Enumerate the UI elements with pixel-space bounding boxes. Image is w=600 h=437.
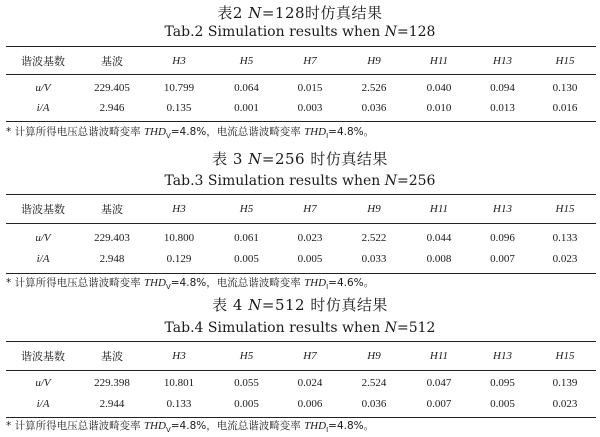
row-label: i/A (36, 102, 50, 114)
header-cell: 谐波基数 (21, 203, 65, 216)
table-title-en (0, 320, 600, 337)
thd-v-symbol: THD (143, 420, 166, 432)
table-cell: 0.036 (361, 102, 387, 114)
header-cell: H13 (493, 349, 512, 362)
table-footnote (6, 420, 374, 437)
table-cell: 0.003 (297, 102, 323, 114)
header-row (6, 344, 596, 367)
title-en-var: N (384, 24, 398, 40)
table-cell: 2.526 (361, 82, 387, 94)
title-cn-var: N (248, 296, 262, 314)
thd-v-subscript: V (165, 283, 171, 292)
table-row (6, 98, 596, 118)
results-table (6, 198, 596, 269)
table-row (6, 248, 596, 269)
thd-i-subscript: I (326, 283, 329, 292)
header-cell: 基波 (101, 55, 123, 68)
table-cell: 0.033 (361, 252, 387, 265)
table-cell: 0.005 (297, 252, 323, 265)
title-en-suffix: =128 (397, 24, 436, 40)
table-cell: 0.005 (234, 252, 259, 265)
row-label: u/V (35, 377, 51, 389)
row-label: i/A (36, 252, 50, 265)
header-cell: H3 (172, 203, 186, 215)
thd-i-value: =4.6%。 (328, 277, 375, 289)
table-cell: 0.135 (166, 102, 192, 114)
header-cell: H15 (555, 349, 575, 362)
table-title-en (0, 24, 600, 41)
table-cell: 0.013 (490, 102, 515, 114)
table-cell: 0.015 (297, 82, 323, 94)
title-en-suffix: =512 (397, 320, 436, 336)
title-en-prefix: Tab.4 Simulation results when (164, 320, 385, 336)
table-bottom-rule (6, 417, 596, 418)
thd-v-subscript: V (165, 132, 171, 141)
table-cell: 229.403 (94, 232, 130, 244)
table-cell: 0.133 (552, 232, 578, 244)
title-en-prefix: Tab.3 Simulation results when (164, 173, 385, 189)
table-cell: 2.522 (361, 232, 387, 244)
table-cell: 0.096 (490, 232, 515, 244)
title-en-prefix: Tab.2 Simulation results when (164, 24, 385, 40)
table-cell: 0.055 (234, 377, 259, 389)
footnote-prefix: * 计算所得电压总谐波畸变率 (6, 420, 144, 432)
title-cn-suffix: =512 时仿真结果 (261, 296, 388, 314)
results-table (6, 344, 596, 414)
table-title-en (0, 173, 600, 190)
header-cell: H3 (172, 55, 186, 67)
header-cell: H15 (555, 203, 575, 215)
table-cell: 0.044 (426, 232, 452, 244)
table-cell: 10.800 (163, 232, 195, 244)
table-cell: 0.047 (426, 377, 452, 389)
table-cell: 0.133 (166, 397, 192, 410)
thd-i-symbol: THD (304, 420, 327, 432)
table-footnote (6, 126, 374, 143)
header-cell: 谐波基数 (21, 55, 65, 68)
thd-v-symbol: THD (143, 126, 166, 138)
header-cell: H15 (555, 55, 575, 67)
table-row (6, 78, 596, 98)
table-cell: 2.524 (361, 377, 387, 389)
header-cell: H3 (172, 349, 186, 362)
table-cell: 0.001 (234, 102, 259, 114)
thd-i-subscript: I (326, 426, 329, 435)
title-cn-var: N (248, 150, 262, 168)
table-row (6, 228, 596, 248)
thd-i-symbol: THD (304, 277, 327, 289)
table-cell: 0.040 (426, 82, 452, 94)
table-cell: 0.139 (552, 377, 578, 389)
header-cell: H5 (239, 203, 254, 215)
table-title-cn (0, 150, 600, 168)
table-cell: 229.398 (94, 377, 130, 389)
header-cell: H9 (367, 203, 381, 215)
thd-v-symbol: THD (143, 277, 166, 289)
table-cell: 0.005 (490, 397, 515, 410)
title-cn-prefix: 表 4 (212, 296, 249, 314)
table-cell: 0.006 (297, 397, 323, 410)
thd-i-value: =4.8%。 (328, 420, 375, 432)
header-row (6, 198, 596, 220)
table-bottom-rule (6, 121, 596, 122)
title-en-var: N (384, 320, 398, 336)
header-row (6, 50, 596, 72)
table-cell: 0.005 (234, 397, 259, 410)
thd-v-value: =4.8%，电流总谐波畸变率 (170, 126, 305, 138)
header-cell: 基波 (101, 203, 123, 216)
header-cell: H7 (303, 55, 317, 67)
table-title-cn (0, 296, 600, 314)
results-table (6, 50, 596, 118)
table-cell: 229.405 (94, 82, 130, 94)
footnote-prefix: * 计算所得电压总谐波畸变率 (6, 277, 144, 289)
table-cell: 0.023 (297, 232, 323, 244)
header-cell: H11 (429, 203, 449, 215)
table-footnote (6, 277, 374, 294)
thd-i-subscript: I (326, 132, 329, 141)
header-cell: H7 (303, 203, 317, 215)
table-row (6, 373, 596, 393)
row-label: u/V (35, 82, 51, 94)
row-label: u/V (35, 232, 51, 244)
title-cn-suffix: =128时仿真结果 (261, 4, 383, 22)
table-cell: 0.024 (297, 377, 323, 389)
table-cell: 10.801 (163, 377, 195, 389)
footnote-prefix: * 计算所得电压总谐波畸变率 (6, 126, 144, 138)
title-cn-var: N (248, 4, 262, 22)
table-cell: 0.023 (552, 397, 578, 410)
header-cell: 谐波基数 (21, 349, 65, 363)
thd-i-value: =4.8%。 (328, 126, 375, 138)
table-cell: 0.064 (234, 82, 259, 94)
table-cell: 0.036 (361, 397, 387, 410)
table-row (6, 393, 596, 414)
header-cell: H9 (367, 349, 381, 362)
table-bottom-rule (6, 273, 596, 274)
header-cell: H5 (239, 349, 254, 362)
table-cell: 2.948 (99, 252, 125, 265)
title-en-var: N (384, 173, 398, 189)
thd-v-value: =4.8%，电流总谐波畸变率 (170, 277, 305, 289)
table-cell: 0.061 (234, 232, 259, 244)
header-cell: H11 (429, 55, 449, 67)
header-cell: H13 (493, 203, 512, 215)
thd-v-subscript: V (165, 426, 171, 435)
table-cell: 0.094 (490, 82, 515, 94)
table-cell: 0.016 (552, 102, 578, 114)
table-cell: 0.010 (426, 102, 452, 114)
title-cn-suffix: =256 时仿真结果 (261, 150, 388, 168)
header-cell: H5 (239, 55, 254, 67)
table-cell: 0.095 (490, 377, 515, 389)
thd-i-symbol: THD (304, 126, 327, 138)
header-cell: H13 (493, 55, 512, 67)
title-cn-prefix: 表 3 (212, 150, 249, 168)
thd-v-value: =4.8%，电流总谐波畸变率 (170, 420, 305, 432)
table-cell: 0.023 (552, 252, 578, 265)
table-cell: 0.008 (426, 252, 452, 265)
title-cn-prefix: 表2 (217, 4, 249, 22)
table-title-cn (0, 4, 600, 22)
table-cell: 2.946 (99, 102, 125, 114)
row-label: i/A (36, 397, 50, 410)
table-cell: 0.130 (552, 82, 578, 94)
table-cell: 2.944 (99, 397, 125, 410)
table-top-rule (6, 194, 596, 195)
table-top-rule (6, 46, 596, 47)
table-cell: 0.007 (426, 397, 452, 410)
table-cell: 0.129 (166, 252, 192, 265)
header-cell: 基波 (101, 349, 123, 363)
table-cell: 0.007 (490, 252, 515, 265)
title-en-suffix: =256 (397, 173, 436, 189)
header-cell: H9 (367, 55, 381, 67)
table-cell: 10.799 (163, 82, 195, 94)
header-cell: H11 (429, 349, 449, 362)
header-cell: H7 (303, 349, 317, 362)
table-top-rule (6, 341, 596, 342)
